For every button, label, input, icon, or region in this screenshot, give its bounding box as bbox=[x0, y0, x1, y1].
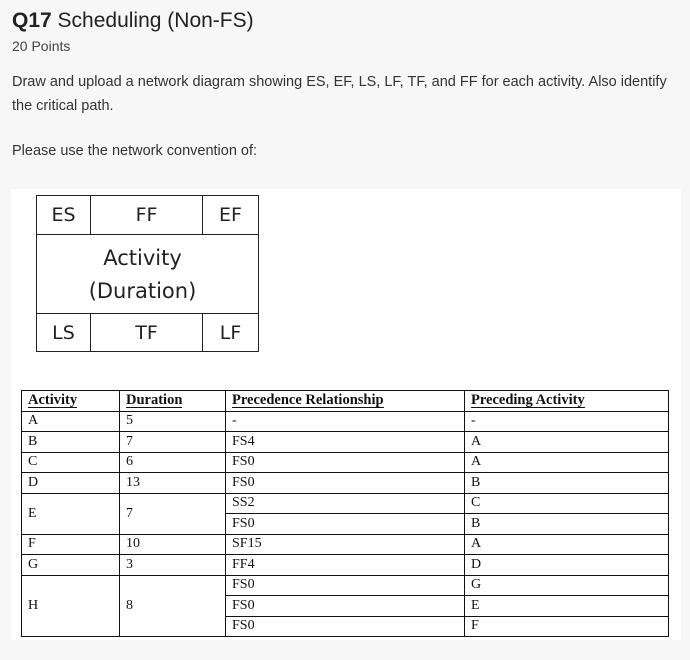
cell-relationship: FS4 bbox=[226, 432, 465, 453]
cell-activity: B bbox=[22, 432, 120, 453]
cell-preceding: A bbox=[465, 452, 669, 473]
cell-preceding: E bbox=[465, 596, 669, 617]
question-title bbox=[12, 9, 254, 33]
cell-relationship: FS0 bbox=[226, 452, 465, 473]
node-es-cell: ES bbox=[37, 196, 91, 234]
node-center bbox=[37, 235, 258, 315]
network-node-legend bbox=[36, 195, 259, 352]
cell-preceding: A bbox=[465, 432, 669, 453]
node-ef-cell: EF bbox=[219, 204, 242, 226]
cell-preceding: B bbox=[465, 473, 669, 494]
node-ff-cell: FF bbox=[91, 196, 203, 234]
table-row bbox=[22, 534, 669, 555]
header-duration: Duration bbox=[120, 391, 226, 412]
cell-duration: 10 bbox=[120, 534, 226, 555]
cell-activity: A bbox=[22, 411, 120, 432]
cell-relationship: FS0 bbox=[226, 514, 465, 535]
cell-relationship: FS0 bbox=[226, 596, 465, 617]
cell-activity: G bbox=[22, 555, 120, 576]
cell-relationship: FF4 bbox=[226, 555, 465, 576]
node-top-row bbox=[37, 196, 258, 235]
node-bottom-row bbox=[37, 313, 258, 351]
convention-text: Please use the network convention of: bbox=[12, 143, 258, 159]
table-header-row bbox=[22, 391, 669, 412]
table-row bbox=[22, 452, 669, 473]
table-row bbox=[22, 473, 669, 494]
cell-preceding: B bbox=[465, 514, 669, 535]
cell-duration: 7 bbox=[120, 493, 226, 534]
question-points: 20 Points bbox=[12, 38, 71, 54]
cell-relationship: SF15 bbox=[226, 534, 465, 555]
cell-relationship: FS0 bbox=[226, 473, 465, 494]
table-body bbox=[22, 411, 669, 637]
cell-activity: F bbox=[22, 534, 120, 555]
table-row bbox=[22, 432, 669, 453]
cell-duration: 8 bbox=[120, 575, 226, 637]
node-activity-label: Activity bbox=[103, 246, 182, 270]
cell-duration: 3 bbox=[120, 555, 226, 576]
cell-relationship: FS0 bbox=[226, 616, 465, 637]
table-row bbox=[22, 555, 669, 576]
cell-preceding: C bbox=[465, 493, 669, 514]
cell-duration: 6 bbox=[120, 452, 226, 473]
cell-activity: C bbox=[22, 452, 120, 473]
cell-preceding: - bbox=[465, 411, 669, 432]
node-duration-label: (Duration) bbox=[88, 279, 197, 303]
header-precedence: Precedence Relationship bbox=[226, 391, 465, 412]
question-title-text: Scheduling (Non-FS) bbox=[57, 9, 254, 32]
cell-preceding: D bbox=[465, 555, 669, 576]
cell-duration: 7 bbox=[120, 432, 226, 453]
header-activity: Activity bbox=[22, 391, 120, 412]
question-body: Draw and upload a network diagram showing ES, EF, LS, LF, TF, and FF for each activity. Also identify the critical path. bbox=[12, 74, 667, 114]
cell-preceding: G bbox=[465, 575, 669, 596]
question-number: Q17 bbox=[12, 9, 52, 32]
table-row bbox=[22, 575, 669, 596]
precedence-table bbox=[21, 390, 669, 637]
node-lf-cell: LF bbox=[219, 321, 242, 344]
cell-relationship: - bbox=[226, 411, 465, 432]
cell-relationship: SS2 bbox=[226, 493, 465, 514]
node-ls-cell: LS bbox=[37, 314, 91, 351]
cell-preceding: A bbox=[465, 534, 669, 555]
cell-preceding: F bbox=[465, 616, 669, 637]
cell-duration: 5 bbox=[120, 411, 226, 432]
cell-activity: H bbox=[22, 575, 120, 637]
cell-duration: 13 bbox=[120, 473, 226, 494]
table-row bbox=[22, 493, 669, 514]
cell-activity: D bbox=[22, 473, 120, 494]
cell-activity: E bbox=[22, 493, 120, 534]
node-tf-cell: TF bbox=[91, 314, 203, 351]
cell-relationship: FS0 bbox=[226, 575, 465, 596]
question-image bbox=[11, 189, 681, 640]
table-row bbox=[22, 411, 669, 432]
header-preceding: Preceding Activity bbox=[465, 391, 669, 412]
